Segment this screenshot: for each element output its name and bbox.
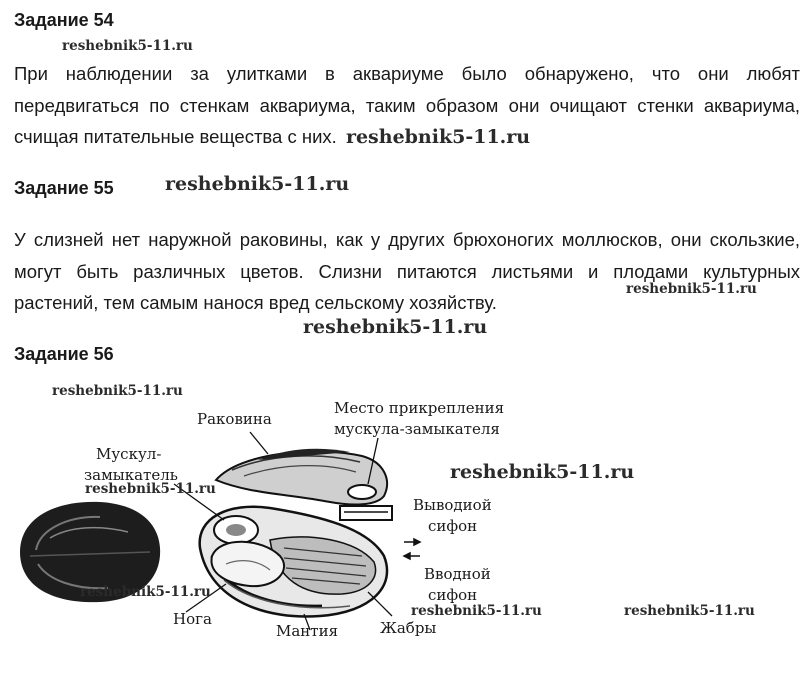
watermark: reshebnik5-11.ru [85, 481, 216, 497]
label-in-siphon-line-2: сифон [428, 586, 478, 604]
watermark: reshebnik5-11.ru [80, 584, 211, 600]
watermark: reshebnik5-11.ru [165, 173, 350, 195]
label-out-siphon-line-2: сифон [428, 517, 478, 535]
task-54-text [14, 58, 800, 154]
label-attachment-line-2: мускула-замыкателя [334, 420, 500, 438]
siphon-arrows [404, 539, 420, 559]
watermark: reshebnik5-11.ru [345, 126, 531, 148]
label-muscle-line-2: замыкатель [84, 466, 178, 484]
task-54-heading: Задание 54 [14, 10, 114, 30]
label-muscle-line-1: Мускул- [96, 445, 162, 463]
open-mollusc-drawing [200, 449, 392, 617]
watermark: reshebnik5-11.ru [62, 38, 193, 54]
watermark: reshebnik5-11.ru [52, 383, 183, 399]
task-55-text: У слизней нет наружной раковины, как у других брюхоногих моллюсков, они скользкие, могут быть различных цветов. Слизни питаются листьями и плодами культурных растений, тем самым нанося вред сельскому хозяйству. [14, 229, 800, 313]
task-54-answer: При наблюдении за улитками в аквариуме было обнаружено, что они любят передвигаться по стенкам аквариума, таким образом они очищают стенки аквариума, счищая питательные вещества с них. [14, 63, 800, 147]
label-mantle: Мантия [276, 622, 339, 640]
task-55-heading: Задание 55 [14, 178, 114, 198]
label-shell: Раковина [197, 410, 272, 428]
watermark: reshebnik5-11.ru [624, 603, 755, 619]
watermark: reshebnik5-11.ru [626, 281, 757, 297]
watermark: reshebnik5-11.ru [303, 316, 488, 338]
watermark: reshebnik5-11.ru [411, 603, 542, 619]
label-foot: Нога [173, 610, 212, 628]
label-out-siphon-line-1: Выводиой [413, 496, 492, 514]
label-gills: Жабры [380, 619, 437, 637]
label-attachment-line-1: Место прикрепления [334, 399, 505, 417]
task-56-heading: Задание 56 [14, 344, 114, 364]
bivalve-diagram [0, 380, 807, 680]
watermark: reshebnik5-11.ru [450, 461, 635, 483]
label-in-siphon-line-1: Вводной [424, 565, 491, 583]
